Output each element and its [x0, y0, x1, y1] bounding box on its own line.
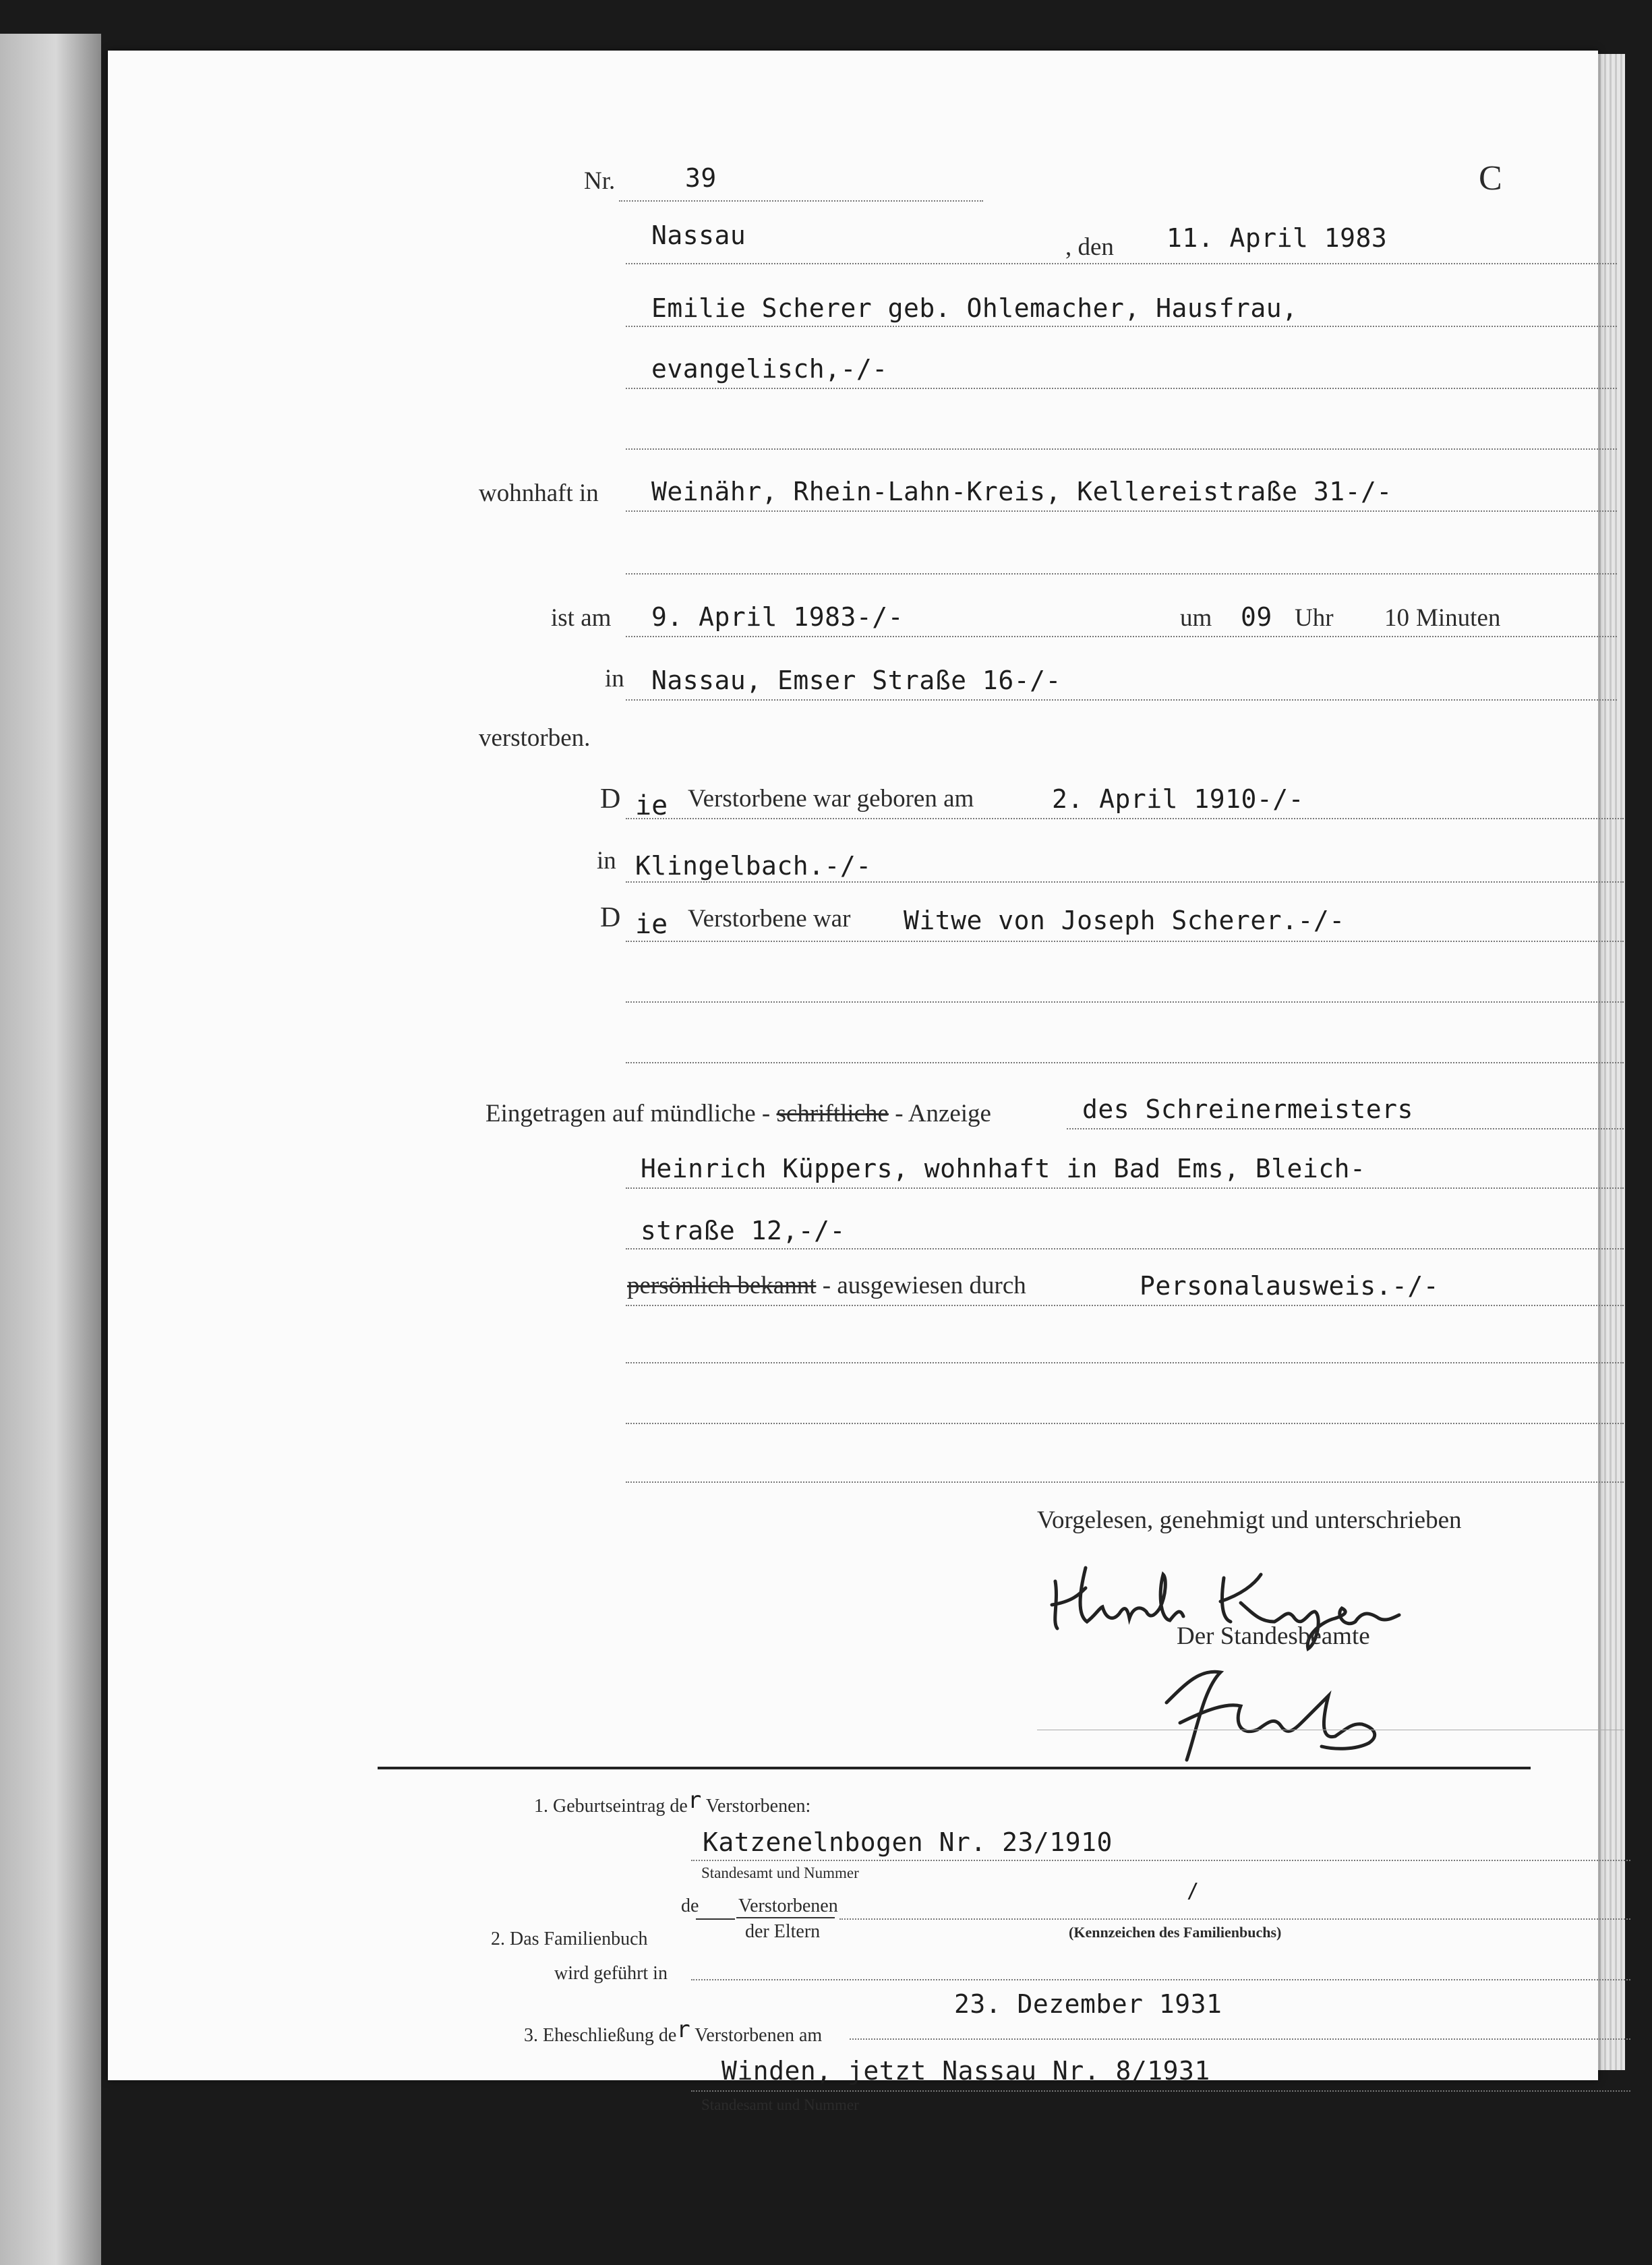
- footer2-option1: Verstorbenen: [738, 1895, 838, 1916]
- name-line3: [626, 448, 1617, 450]
- verstorben-label: verstorben.: [479, 724, 591, 752]
- footer1-value: Katzenelnbogen Nr. 23/1910: [703, 1827, 1113, 1857]
- birth-date-line: [626, 818, 1624, 819]
- footer2-caption: (Kennzeichen des Familienbuchs): [1069, 1924, 1282, 1941]
- minuten-label: Minuten: [1416, 604, 1501, 632]
- footer3-label: 3. Eheschließung der Verstorbenen am: [524, 2016, 823, 2046]
- registration-line3-rule: [626, 1248, 1624, 1249]
- death-place-line: [626, 699, 1617, 701]
- footer3-date: 23. Dezember 1931: [954, 1989, 1222, 2019]
- footer2-slash: /: [1187, 1879, 1200, 1903]
- uhr-label: Uhr: [1295, 604, 1334, 632]
- birth-label: Verstorbene war geboren am: [688, 785, 974, 813]
- footer3-value: Winden, jetzt Nassau Nr. 8/1931: [721, 2056, 1210, 2086]
- status-ie: ie: [635, 909, 668, 940]
- register-date: 11. April 1983: [1167, 223, 1388, 253]
- nr-line: [619, 200, 983, 202]
- registration-line1: des Schreinermeisters: [1082, 1094, 1413, 1124]
- status-label: Verstorbene war: [688, 905, 851, 933]
- registrar-label: Der Standesbeamte: [1177, 1622, 1370, 1650]
- death-place: Nassau, Emser Straße 16-/-: [651, 666, 1061, 695]
- status-line2: [626, 1001, 1624, 1003]
- registrar-signature: [1140, 1649, 1423, 1784]
- um-label: um: [1180, 604, 1212, 632]
- name-line1: [626, 326, 1617, 327]
- form-letter: C: [1479, 159, 1502, 198]
- death-date: 9. April 1983-/-: [651, 602, 904, 632]
- footer2-option2: der Eltern: [745, 1921, 821, 1942]
- registration-line2: Heinrich Küppers, wohnhaft in Bad Ems, Bleich-: [641, 1154, 1366, 1183]
- birth-ie: ie: [635, 790, 668, 821]
- footer1-label: 1. Geburtseintrag der Verstorbenen:: [534, 1787, 811, 1817]
- footer2-de: de: [681, 1895, 699, 1916]
- footer3-date-line: [850, 2038, 1630, 2040]
- footer2-label2: wird geführt in: [554, 1963, 668, 1984]
- residence-line: [626, 510, 1617, 512]
- footer1-caption: Standesamt und Nummer: [701, 1864, 859, 1881]
- footer1-line: [691, 1860, 1630, 1861]
- death-in-label: in: [605, 665, 624, 693]
- death-minutes: 10: [1384, 604, 1409, 632]
- birth-place-line: [626, 881, 1624, 883]
- name-line2: [626, 388, 1617, 389]
- residence-line2: [626, 573, 1617, 575]
- footer2-line2: [691, 1979, 1630, 1980]
- footer3-caption: Standesamt und Nummer: [701, 2096, 859, 2113]
- identity-value: Personalausweis.-/-: [1140, 1271, 1440, 1301]
- blank-line-1: [626, 1362, 1624, 1363]
- registration-label: Eingetragen auf mündliche - schriftliche - Anzeige: [485, 1100, 991, 1127]
- birth-place: Klingelbach.-/-: [635, 851, 872, 881]
- status-value: Witwe von Joseph Scherer.-/-: [904, 906, 1345, 935]
- den-label: , den: [1065, 233, 1114, 261]
- date-line: [626, 263, 1617, 264]
- status-line3: [626, 1062, 1624, 1063]
- death-hour: 09: [1241, 602, 1272, 632]
- birth-d-label: D: [600, 784, 621, 815]
- footer3-line: [691, 2090, 1630, 2092]
- birth-date: 2. April 1910-/-: [1052, 784, 1305, 814]
- registration-line3: straße 12,-/-: [641, 1216, 846, 1245]
- residence-value: Weinähr, Rhein-Lahn-Kreis, Kellereistraße 31-/-: [651, 477, 1392, 506]
- status-line: [626, 941, 1624, 942]
- birth-in-label: in: [597, 847, 616, 875]
- blank-line-3: [626, 1481, 1624, 1483]
- footer2-label: 2. Das Familienbuch: [491, 1929, 648, 1949]
- nr-value: 39: [685, 163, 717, 193]
- facing-page-edge: [0, 34, 101, 2265]
- identity-label: persönlich bekannt - ausgewiesen durch: [627, 1272, 1026, 1299]
- deceased-name-line1: Emilie Scherer geb. Ohlemacher, Hausfrau,: [651, 293, 1298, 323]
- ist-am-label: ist am: [551, 604, 612, 632]
- deceased-name-line2: evangelisch,-/-: [651, 354, 888, 384]
- footer-divider: [378, 1767, 1531, 1769]
- footer2-line: [839, 1918, 1630, 1920]
- nr-label: Nr.: [584, 167, 616, 195]
- death-date-line: [626, 636, 1617, 637]
- blank-line-2: [626, 1423, 1624, 1424]
- registration-line1-rule: [1067, 1128, 1624, 1129]
- status-d-label: D: [600, 902, 621, 933]
- footer2-option-divider: [736, 1917, 835, 1918]
- death-register-page: [108, 51, 1598, 2113]
- identity-line: [626, 1305, 1624, 1306]
- read-approved-text: Vorgelesen, genehmigt und unterschrieben: [1037, 1506, 1462, 1534]
- register-place: Nassau: [651, 220, 746, 250]
- footer2-de-blank: [696, 1918, 735, 1920]
- residence-label: wohnhaft in: [479, 479, 599, 507]
- registration-line2-rule: [626, 1187, 1624, 1189]
